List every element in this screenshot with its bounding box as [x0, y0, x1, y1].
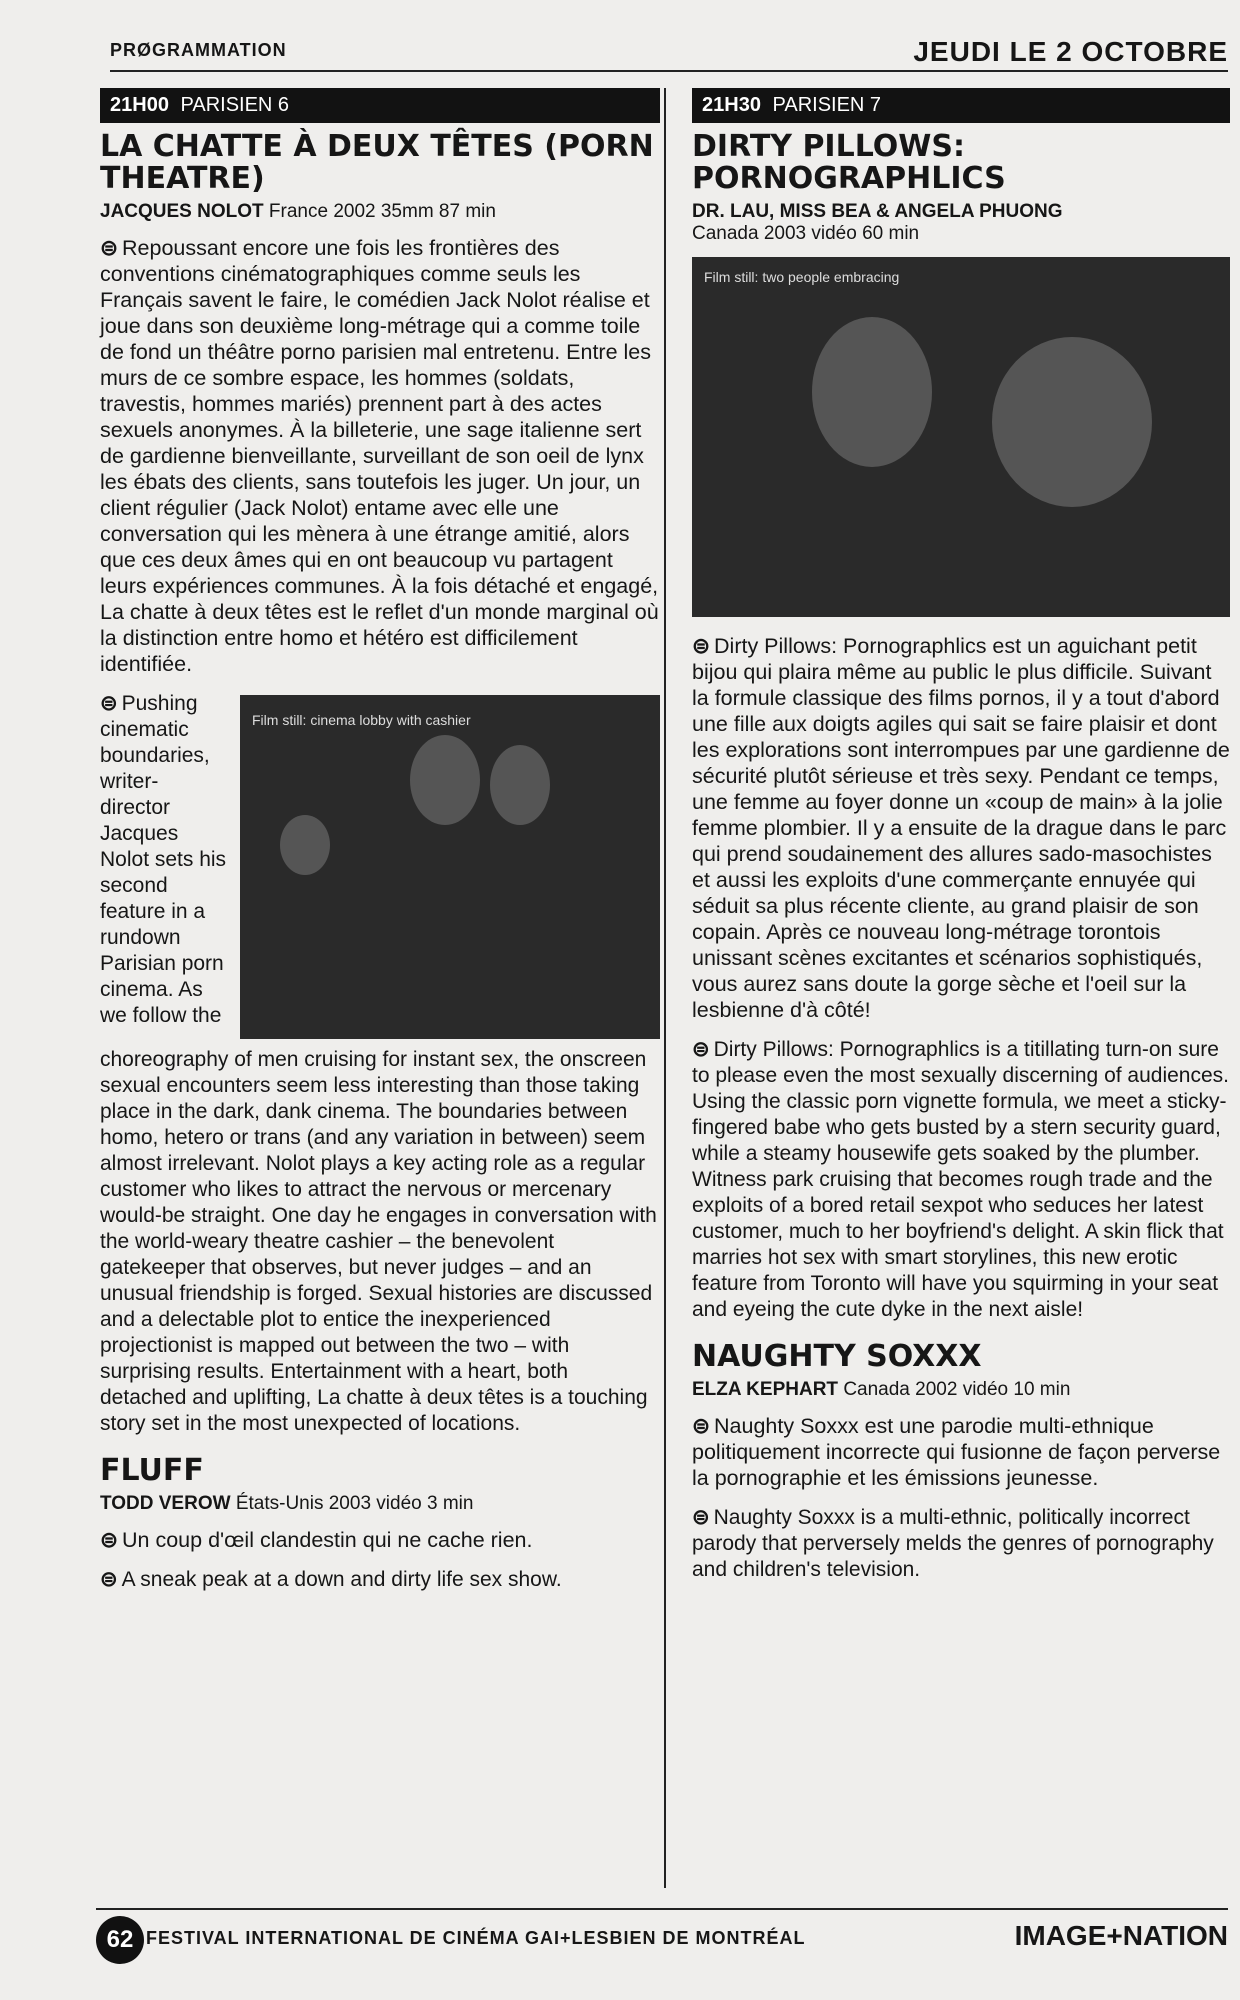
- right-column: [692, 88, 1230, 1597]
- left-column: [100, 88, 660, 1607]
- slot-time: 21H00: [110, 94, 169, 116]
- film-still-image: [692, 257, 1230, 617]
- film-title: NAUGHTY SOXXX: [692, 1339, 982, 1374]
- slot-venue: PARISIEN 6: [180, 94, 290, 116]
- synopsis-fr-text: Repoussant encore une fois les frontières des conventions cinématographiques comme seuls les Français savent le faire, le comédien Jack Nolot réalise et joue dans son deuxième long-métrage qui a comme toile de fond un théâtre porno parisien mal entretenu. Entre les murs de ce sombre espace, les hommes (soldats, travestis, hommes mariés) prennent part à des actes sexuels anonymes. À la billeterie, une sage italienne sert de gardienne bienveillante, surveillant de son oeil de lynx les ébats des clients, sans toutefois les juger. Un jour, un client régulier (Jack Nolot) entame avec elle une conversation qui les mènera à une étrange amitié, alors que ces deux âmes qui en ont beaucoup vu partagent leurs expériences communes. À la fois détaché et engagé, La chatte à deux têtes est le reflet d'un monde marginal où la distinction entre homo et hétéro est difficilement identifiée.: [100, 236, 659, 676]
- synopsis-fr: [692, 633, 1230, 1023]
- page-header: [110, 36, 1228, 72]
- page-footer: [96, 1908, 1228, 1964]
- fr-flag-icon: ⊜: [100, 1528, 119, 1552]
- film-still-image: [240, 695, 660, 1039]
- festival-name: FESTIVAL INTERNATIONAL DE CINÉMA GAI+LESBIEN DE MONTRÉAL: [146, 1928, 806, 1948]
- film-meta: Canada 2002 vidéo 10 min: [843, 1379, 1071, 1400]
- film-director: ELZA KEPHART: [692, 1379, 839, 1400]
- date-heading: JEUDI LE 2 OCTOBRE: [913, 36, 1228, 67]
- film-credit: [692, 1379, 1230, 1401]
- film-still-label: Film still: two people embracing: [704, 269, 900, 285]
- fr-flag-icon: ⊜: [100, 236, 119, 260]
- film-title: DIRTY PILLOWS: PORNOGRAPHLICS: [692, 129, 1006, 196]
- synopsis-fr: [100, 1527, 660, 1553]
- film-meta: France 2002 35mm 87 min: [268, 201, 496, 222]
- synopsis-fr-text: Dirty Pillows: Pornographlics est un aguichant petit bijou qui plaira même au public le plus difficile. Suivant la formule classique des films pornos, il y a tout d'abord une fille aux doigts agiles qui sait se faire plaisir et dont les explorations sont interrompues par une gardienne de sécurité plutôt sérieuse et très sexy. Pendant ce temps, une femme au foyer donne un «coup de main» à la jolie femme plombier. Il y a ensuite de la drague dans le parc qui prend soudainement des allures sado-masochistes et aussi les exploits d'une commerçante ennuyée qui séduit sa plus récente cliente, au grand plaisir de son copain. Après ce nouveau long-métrage torontois unissant scènes excitantes et scénarios sophistiqués, vous aurez sans doute la gorge sèche et l'oeil sur la lesbienne d'à côté!: [692, 634, 1230, 1022]
- screening-slot-left: [100, 88, 660, 123]
- film-director: JACQUES NOLOT: [100, 201, 264, 222]
- brand-logo-text: IMAGE+NATION: [1014, 1920, 1228, 1951]
- synopsis-en: [100, 1567, 660, 1593]
- synopsis-en-text: Naughty Soxxx is a multi-ethnic, politically incorrect parody that perversely melds the genres of pornography and children's television.: [692, 1506, 1214, 1581]
- en-flag-icon: ⊜: [692, 1038, 710, 1061]
- en-flag-icon: ⊜: [100, 692, 118, 715]
- film-director: DR. LAU, MISS BEA & ANGELA PHUONG: [692, 201, 1063, 222]
- film-director: TODD VEROW: [100, 1493, 231, 1514]
- screening-slot-right: [692, 88, 1230, 123]
- synopsis-en-text: Dirty Pillows: Pornographlics is a titillating turn-on sure to please even the most sexually discerning of audiences. Using the classic porn vignette formula, we meet a sticky-fingered babe who gets busted by a stern security guard, while a steamy housewife gets soaked by the plumber. Witness park cruising that becomes rough trade and the exploits of a bored retail sexpot who seduces her latest customer, much to her boyfriend's delight. A skin flick that marries hot sex with smart storylines, this new erotic feature from Toronto will have you squirming in your seat and eyeing the cute dyke in the next aisle!: [692, 1038, 1229, 1321]
- synopsis-fr-text: Un coup d'œil clandestin qui ne cache rien.: [122, 1528, 533, 1552]
- film-meta: États-Unis 2003 vidéo 3 min: [235, 1493, 474, 1514]
- fr-flag-icon: ⊜: [692, 1414, 711, 1438]
- section-label: PRØGRAMMATION: [110, 40, 287, 60]
- page-number: 62: [96, 1916, 144, 1964]
- synopsis-en-text: Pushing cinematic boundaries, writer-director Jacques Nolot sets his second feature in a rundown Parisian porn cinema. As we follow the choreography of men cruising for instant sex, the onscreen sexual encounters seem less interesting than those taking place in the dark, dank cinema. The boundaries between homo, hetero or trans (and any variation in between) seem almost irrelevant. Nolot plays a key acting role as a regular customer who likes to attract the nervous or mercenary would-be straight. One day he engages in conversation with the world-weary theatre cashier – the benevolent gatekeeper that observes, but never judges – and an unusual friendship is forged. Sexual histories are discussed and a delectable plot to entice the inexperienced projectionist is mapped out between the two – with surprising results. Entertainment with a heart, both detached and uplifting, La chatte à deux têtes is a touching story set in the most unexpected of locations.: [100, 692, 657, 1435]
- film-meta: Canada 2003 vidéo 60 min: [692, 223, 920, 244]
- film-credit: [100, 1493, 660, 1515]
- film-title: LA CHATTE À DEUX TÊTES (PORN THEATRE): [100, 129, 654, 196]
- synopsis-en-text: A sneak peak at a down and dirty life sex show.: [121, 1568, 562, 1591]
- synopsis-fr-text: Naughty Soxxx est une parodie multi-ethnique politiquement incorrecte qui fusionne de façon perverse la pornographie et les émissions jeunesse.: [692, 1414, 1221, 1490]
- film-still-label: Film still: cinema lobby with cashier: [252, 712, 471, 728]
- en-flag-icon: ⊜: [692, 1506, 710, 1529]
- en-flag-icon: ⊜: [100, 1568, 118, 1591]
- synopsis-fr: [692, 1413, 1230, 1491]
- film-title: FLUFF: [100, 1453, 204, 1488]
- slot-time: 21H30: [702, 94, 761, 116]
- film-credit: [100, 201, 660, 223]
- synopsis-fr: [100, 235, 660, 677]
- fr-flag-icon: ⊜: [692, 634, 711, 658]
- synopsis-en: [692, 1505, 1230, 1583]
- column-divider: [664, 88, 666, 1888]
- synopsis-en: [100, 691, 660, 1437]
- slot-venue: PARISIEN 7: [772, 94, 882, 116]
- film-credit: [692, 201, 1230, 245]
- synopsis-en: [692, 1037, 1230, 1323]
